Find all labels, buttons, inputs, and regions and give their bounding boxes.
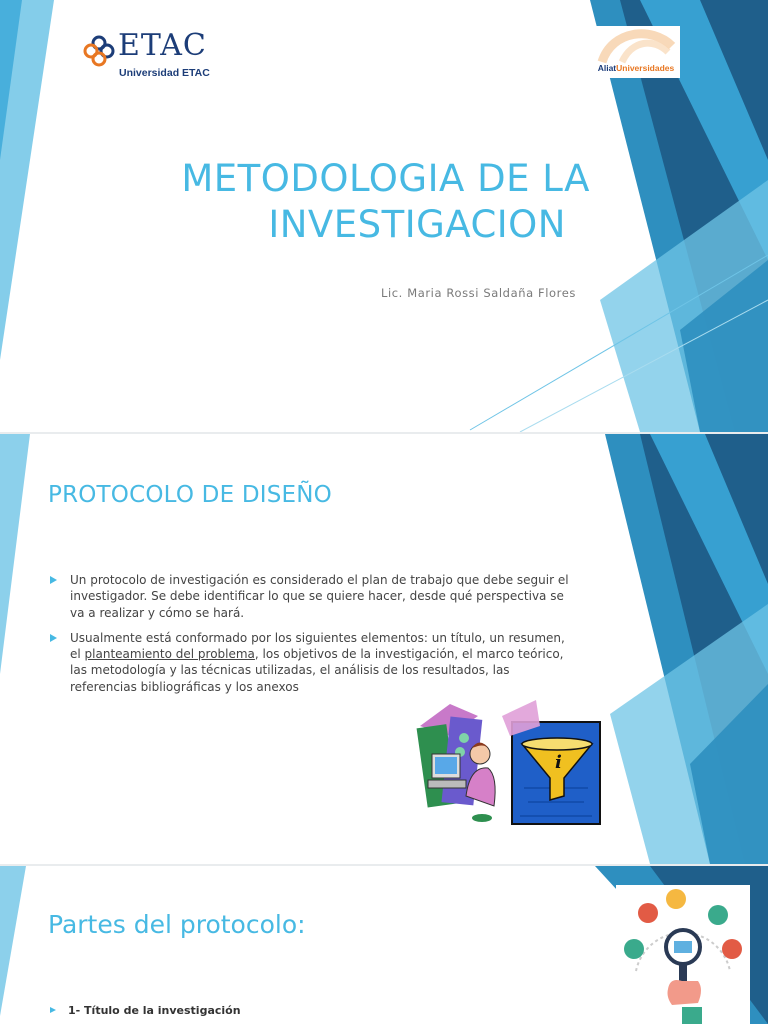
list-item bbox=[50, 1004, 241, 1017]
aliat-logo bbox=[592, 26, 680, 78]
protocol-slide bbox=[0, 434, 768, 864]
etac-logo bbox=[82, 28, 222, 82]
title-slide bbox=[0, 0, 768, 432]
slide2-title: PROTOCOLO DE DISEÑO bbox=[48, 482, 332, 508]
problem-statement-link[interactable]: planteamiento del problema bbox=[84, 647, 255, 662]
etac-subtitle: Universidad ETAC bbox=[119, 67, 210, 79]
title-line-1: METODOLOGIA DE LA bbox=[181, 157, 590, 200]
protocol-parts-slide bbox=[0, 866, 768, 1024]
title-line-2: INVESTIGACION bbox=[268, 203, 566, 246]
science-research-icon bbox=[616, 885, 750, 1024]
protocol-bullet-list bbox=[50, 572, 570, 704]
author-name: Lic. Maria Rossi Saldaña Flores bbox=[380, 286, 576, 300]
list-item bbox=[50, 630, 570, 695]
etac-emblem-icon bbox=[82, 34, 116, 68]
bullet-text-before: Usualmente está conformado por los siguientes elementos: un título, un resumen, el bbox=[70, 630, 565, 662]
list-item bbox=[50, 572, 570, 621]
bullet-text: Un protocolo de investigación es considerado el plan de trabajo que debe seguir el investigador. Se debe identificar lo que se quiere hacer, desde qué perspectiva se va a realizar y cómo se hará. bbox=[70, 573, 569, 620]
bullet-arrow-icon bbox=[50, 576, 57, 584]
svg-text:i: i bbox=[555, 752, 562, 773]
aliat-swoosh-icon bbox=[592, 26, 680, 66]
etac-wordmark: ETAC bbox=[118, 28, 207, 63]
info-funnel-icon bbox=[416, 696, 602, 828]
bullet-arrow-icon bbox=[50, 1007, 56, 1013]
item-text: 1- Título de la investigación bbox=[68, 1004, 241, 1017]
bullet-arrow-icon bbox=[50, 634, 57, 642]
bullet-text-after: , los objetivos de la investigación, el marco teórico, las metodología y las técnicas utilizadas, el análisis de los resultados, las referencias bibliográficas y los anexos bbox=[70, 647, 564, 694]
aliat-wordmark: AliatUniversidades bbox=[597, 63, 675, 73]
slide3-title: Partes del protocolo: bbox=[48, 910, 306, 939]
presentation-title bbox=[150, 156, 590, 248]
